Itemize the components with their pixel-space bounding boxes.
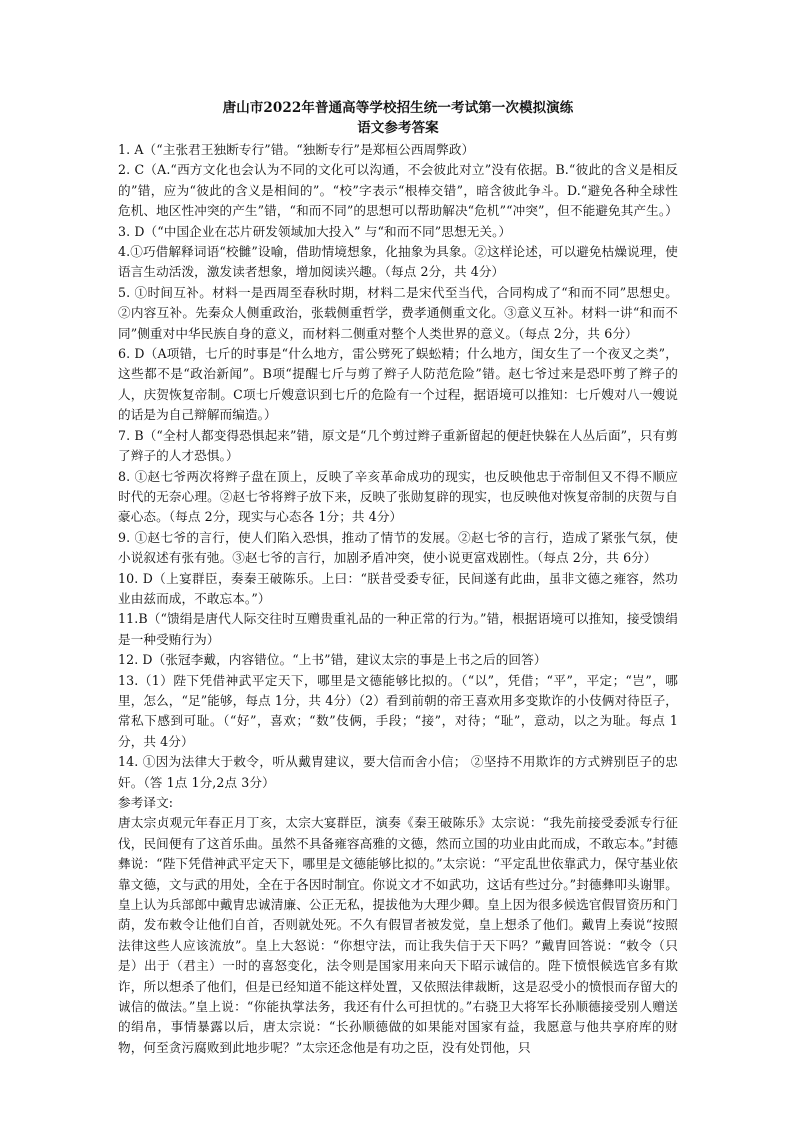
answer-item-6: 6. D（A项错，七斤的时事是“什么地方，雷公劈死了蜈蚣精；什么地方，闺女生了一个夜叉之类”，这些都不是“政治新闻”。B项“提醒七斤与剪了辫子人防范危险”错。赵七爷过来是恐吓剪了辫子的人，庆贺恢复帝制。C项七斤嫂意识到七斤的危险有一个过程，据语境可以推知：七斤嫂对八一嫂说的话是为自己辩解而编造。） xyxy=(118,346,678,423)
document-title: 唐山市2022年普通高等学校招生统一考试第一次模拟演练 xyxy=(222,100,574,116)
answer-item-2: 2. C（A.“西方文化也会认为不同的文化可以沟通，不会彼此对立”没有依据。B.“彼此的含义是相反的”错，应为“彼此的含义是相间的”。“校”字表示“根棒交错”，暗含彼此争斗。D.“避免各种全球性危机、地区性冲突的产生”错，“和而不同”的思想可以帮助解决“危机”“冲突”，但不能避免其产生。） xyxy=(118,162,678,219)
answer-item-12: 12. D（张冠李戴，内容错位。“上书”错，建议太宗的事是上书之后的回答） xyxy=(118,652,547,668)
answer-item-9: 9. ①赵七爷的言行，使人们陷入恐惧，推动了情节的发展。②赵七爷的言行，造成了紧张气氛，使小说叙述有张有弛。③赵七爷的言行，加剧矛盾冲突，使小说更富戏剧性。（每点 2分，共 6分） xyxy=(118,529,678,566)
answer-item-13: 13.（1）陛下凭借神武平定天下，哪里是文德能够比拟的。（“以”，凭借；“平”，平定；“岂”，哪里，怎么，“足”能够，每点 1分，共 4分）（2）看到前朝的帝王喜欢用多变欺诈的小伎俩对待臣子，常私下感到可耻。（“好”，喜欢；“数”伎俩，手段；“接”，对待；“耻”，意动，以之为耻。每点 1分，共 4分） xyxy=(118,672,678,749)
answer-item-14: 14. ①因为法律大于敕令，听从戴胄建议，要大信而舍小信； ②坚持不用欺诈的方式辨别臣子的忠奸。（答 1点 1分,2点 3分） xyxy=(118,754,678,790)
answer-item-8: 8. ①赵七爷两次将辫子盘在顶上，反映了辛亥革命成功的现实，也反映他忠于帝制但又不得不顺应时代的无奈心理。②赵七爷将辫子放下来，反映了张勋复辟的现实，也反映他对恢复帝制的庆贺与自豪心态。（每点 2分，现实与心态各 1分；共 4分） xyxy=(118,468,678,525)
translation-label: 参考译文: xyxy=(118,795,174,810)
answer-item-11: 11.B（“馈绢是唐代人际交往时互赠贵重礼品的一种正常的行为。”错，根据语境可以推知，接受馈绢是一种受贿行为） xyxy=(118,611,678,647)
answer-item-1: 1. A（“主张君王独断专行”错。“独断专行”是郑桓公西周弊政） xyxy=(118,142,475,157)
translation-text: 唐太宗贞观元年春正月丁亥，太宗大宴群臣，演奏《秦王破陈乐》太宗说：“我先前接受委派专行征伐，民间便有了这首乐曲。虽然不具备雍容高雅的文德，然而立国的功业由此而成，不敢忘本。”封德彝说：“陛下凭借神武平定天下，哪里是文德能够比拟的。”太宗说：“平定乱世依靠武力，保守基业依靠文德，文与武的用处，全在于各因时制宜。你说文才不如武功，这话有些过分。”封德彝叩头谢罪。皇上认为兵部郎中戴胄忠诚清廉、公正无私，提拔他为大理少卿。皇上因为很多候选官假冒资历和门荫，发布敕令让他们自首，否则就处死。不久有假冒者被发觉，皇上想杀了他们。戴胄上奏说“按照法律这些人应该流放”。皇上大怒说：“你想守法，而让我失信于天下吗？”戴胄回答说：“敕令（只是）出于（君主）一时的喜怒变化，法令则是国家用来向天下昭示诚信的。陛下愤恨候选官多有欺诈，所以想杀了他们，但是已经知道不能这样处置，又依照法律裁断，这是忍受小的愤恨而存留大的诚信的做法。”皇上说：“你能执掌法务，我还有什么可担忧的。”右骁卫大将军长孙顺德接受别人赠送的绢帛，事情暴露以后，唐太宗说：“长孙顺德做的如果能对国家有益，我愿意与他共享府库的财物，何至贪污腐败到此地步呢？”太宗还念他是有功之臣，没有处罚他，只 xyxy=(118,815,678,1055)
answer-item-10: 10. D（上宴群臣，奏秦王破陈乐。上曰：“朕昔受委专征，民间遂有此曲，虽非文德之雍容，然功业由兹而成，不敢忘本。”） xyxy=(118,570,678,606)
answer-sheet xyxy=(118,98,678,1058)
answer-item-3: 3. D（“中国企业在芯片研发领域加大投入” 与“和而不同”思想无关。） xyxy=(118,223,512,239)
document-subtitle: 语文参考答案 xyxy=(357,120,439,136)
answer-item-4: 4.①巧借解释词语“校雠”设喻，借助情境想象，化抽象为具象。②这样论述，可以避免枯燥说理，使语言生动活泼，激发读者想象，增加阅读兴趣。（每点 2分，共 4分） xyxy=(118,244,678,280)
answer-item-7: 7. B（“全村人都变得恐惧起来”错，原文是“几个剪过辫子重新留起的便赶快躲在人丛后面”，只有剪了辫子的人才恐惧。） xyxy=(118,427,678,464)
answer-item-5: 5. ①时间互补。材料一是西周至春秋时期，材料二是宋代至当代，合同构成了“和而不同”思想史。②内容互补。先秦众人侧重政治，张载侧重哲学，费孝通侧重文化。③意义互补。材料一讲“和而不同”侧重对中华民族自身的意义，而材料二侧重对整个人类世界的意义。（每点 2分，共 6分） xyxy=(118,284,678,341)
